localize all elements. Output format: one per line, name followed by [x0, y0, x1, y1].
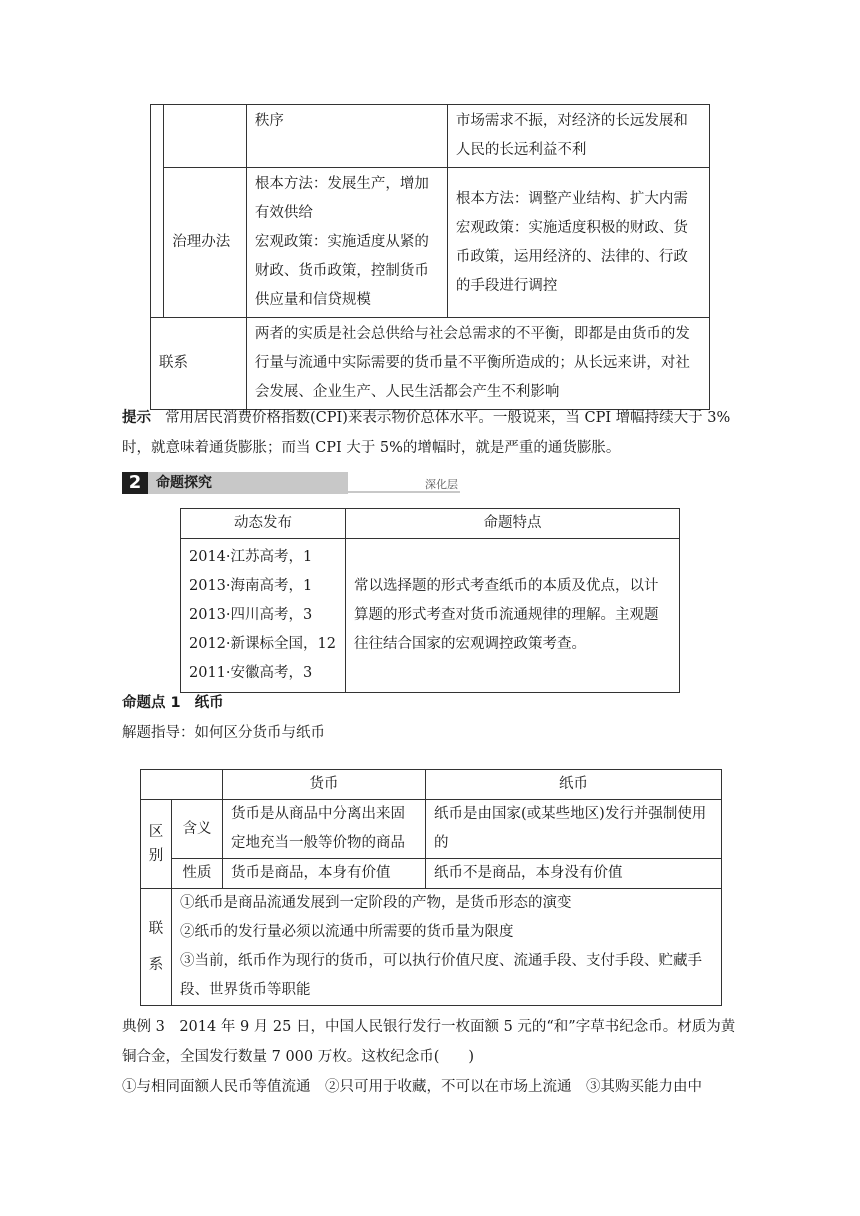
guide-text: 解题指导：如何区分货币与纸币: [122, 725, 325, 741]
list-item: ②纸币的发行量必须以流通中所需要的货币量为限度: [180, 924, 514, 940]
list-item: 2011·安徽高考，3: [189, 665, 313, 681]
table-row: [151, 318, 710, 410]
section-level: 深化层: [425, 478, 458, 491]
method-cell-inflation: 根本方法：发展生产，增加有效供给 宏观政策：实施适度从紧的财政、货币政策，控制货币供应量和信贷规模: [246, 168, 447, 318]
order-cell-deflation: 市场需求不振，对经济的长远发展和人民的长远利益不利: [447, 105, 709, 168]
money-vs-paper-table: [140, 769, 722, 1006]
list-item: ③当前，纸币作为现行的货币，可以执行价值尺度、流通手段、支付手段、贮藏手段、世界货币等职能: [180, 953, 702, 998]
example-options: ①与相同面额人民币等值流通 ②只可用于收藏，不可以在市场上流通 ③其购买能力由中: [122, 1079, 702, 1095]
list-item: 2013·海南高考，1: [189, 578, 313, 594]
list-item: 2012·新课标全国，12: [189, 636, 336, 652]
table-row: [181, 539, 680, 693]
table-row: [181, 509, 680, 539]
tip-paragraph: [122, 403, 742, 463]
list-item: 2014·江苏高考，1: [189, 549, 313, 565]
table-row: [141, 800, 722, 859]
relation-list: [172, 889, 722, 1006]
meaning-label: 含义: [172, 800, 223, 859]
header-paper: 纸币: [426, 770, 722, 800]
list-item: ①纸币是商品流通发展到一定阶段的产物，是货币形态的演变: [180, 895, 572, 911]
table-row: [141, 889, 722, 1006]
table-row: [141, 770, 722, 800]
relation-text: 两者的实质是社会总供给与社会总需求的不平衡，即都是由货币的发行量与流通中实际需要的货币量不平衡所造成的；从长远来讲，对社会发展、企业生产、人民生活都会产生不利影响: [246, 318, 709, 410]
header-money: 货币: [223, 770, 426, 800]
method-label: 治理办法: [164, 168, 247, 318]
tip-text: 常用居民消费价格指数(CPI)来表示物价总体水平。一般说来，当 CPI 增幅持续大于 3%时，就意味着通货膨胀；而当 CPI 大于 5%的增幅时，就是严重的通货膨胀。: [122, 410, 731, 456]
diff-label: 区别: [141, 800, 172, 889]
order-cell-inflation: 秩序: [246, 105, 447, 168]
relation-label: 联系: [151, 318, 247, 410]
method-cell-deflation: 根本方法：调整产业结构、扩大内需 宏观政策：实施适度积极的财政、货币政策，运用经济的、法律的、行政的手段进行调控: [447, 168, 709, 318]
table-row: [141, 859, 722, 889]
relation-label-2: 联系: [141, 889, 172, 1006]
meaning-money: 货币是从商品中分离出来固定地充当一般等价物的商品: [223, 800, 426, 859]
exam-feature-table: [180, 508, 680, 693]
inflation-deflation-table: [150, 104, 710, 410]
header-feature: 命题特点: [346, 509, 680, 539]
section-header: [122, 472, 460, 494]
tip-label: 提示: [122, 410, 151, 426]
feature-text: 常以选择题的形式考查纸币的本质及优点，以计算题的形式考查对货币流通规律的理解。主观题往往结合国家的宏观调控政策考查。: [346, 539, 680, 693]
nature-paper: 纸币不是商品，本身没有价值: [426, 859, 722, 889]
nature-label: 性质: [172, 859, 223, 889]
release-list: [181, 539, 346, 693]
section-title: 命题探究: [148, 472, 348, 494]
nature-money: 货币是商品，本身有价值: [223, 859, 426, 889]
table-row: [151, 105, 710, 168]
point-heading: 命题点 1 纸币: [122, 695, 224, 711]
meaning-paper: 纸币是由国家(或某些地区)发行并强制使用的: [426, 800, 722, 859]
table-row: [151, 168, 710, 318]
section-number: 2: [122, 472, 148, 494]
example-text: 典例 3 2014 年 9 月 25 日，中国人民银行发行一枚面额 5 元的“和”字草书纪念币。材质为黄铜合金，全国发行数量 7 000 万枚。这枚纪念币( ): [122, 1019, 736, 1065]
header-release: 动态发布: [181, 509, 346, 539]
list-item: 2013·四川高考，3: [189, 607, 313, 623]
